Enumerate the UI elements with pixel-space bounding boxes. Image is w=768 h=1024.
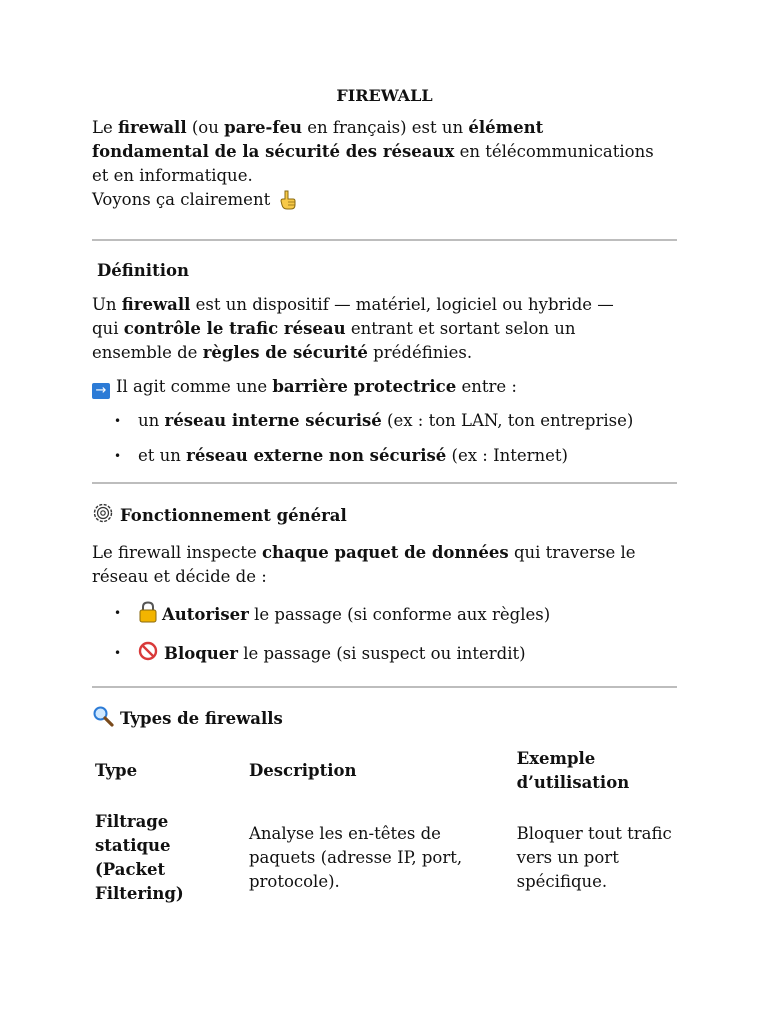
- table-cell-description: Analyse les en-têtes de paquets (adresse IP, port, protocole).: [248, 823, 463, 891]
- definition-section: [92, 259, 677, 468]
- intro-line-2: fondamental de la sécurité des réseaux en télécommunications: [92, 142, 654, 161]
- types-section: [92, 705, 677, 914]
- intro-line-4: Voyons ça clairement: [92, 188, 677, 213]
- list-item: • un réseau interne sécurisé (ex : ton LAN, ton entreprise): [92, 409, 677, 433]
- fonctionnement-section: [92, 502, 677, 668]
- list-item: • et un réseau externe non sécurisé (ex : Internet): [92, 444, 677, 468]
- definition-heading: Définition: [97, 260, 189, 280]
- decision-list: [92, 601, 677, 668]
- table-row: [92, 802, 677, 914]
- table-header-cell: Exemple d’utilisation: [516, 748, 630, 792]
- document-page: [92, 84, 677, 914]
- magnifier-icon: [92, 705, 114, 734]
- types-heading: Types de firewalls: [92, 705, 677, 734]
- list-item: • Autoriser le passage (si conforme aux règles): [92, 601, 677, 630]
- table-header-cell: Type: [95, 760, 138, 780]
- intro-paragraph: [92, 116, 677, 213]
- table-cell-type: Filtrage statique (Packet Filtering): [95, 811, 184, 903]
- separator: [92, 482, 677, 484]
- prohibited-icon: [138, 641, 158, 668]
- fonctionnement-paragraph: Le firewall inspecte chaque paquet de données qui traverse le réseau et décide de :: [92, 542, 636, 586]
- table-header-row: [92, 740, 677, 802]
- table-header-cell: Description: [248, 760, 357, 780]
- document-title: FIREWALL: [336, 86, 433, 105]
- list-item: • Bloquer le passage (si suspect ou interdit): [92, 641, 677, 668]
- definition-paragraph: Un firewall est un dispositif — matériel, logiciel ou hybride — qui contrôle le trafic réseau entrant et sortant selon un ensemble de règles de sécurité prédéfinies.: [92, 294, 614, 362]
- term-firewall: firewall: [117, 118, 187, 137]
- gear-icon: [92, 502, 114, 531]
- hand-pointing-down-icon: [279, 189, 297, 213]
- term-pare-feu: pare-feu: [224, 118, 302, 137]
- lock-icon: [138, 601, 158, 630]
- separator: [92, 686, 677, 688]
- separator: [92, 239, 677, 241]
- barrier-line: → Il agit comme une barrière protectrice entre :: [92, 375, 677, 399]
- intro-line-3: et en informatique.: [92, 166, 253, 185]
- intro-line-1: Le firewall (ou pare-feu en français) est un élément: [92, 118, 544, 137]
- network-list: [92, 409, 677, 468]
- right-arrow-icon: →: [92, 383, 110, 399]
- firewall-types-table: [92, 740, 677, 914]
- fonctionnement-heading: Fonctionnement général: [92, 502, 677, 531]
- table-cell-example: Bloquer tout trafic vers un port spécifique.: [516, 823, 672, 891]
